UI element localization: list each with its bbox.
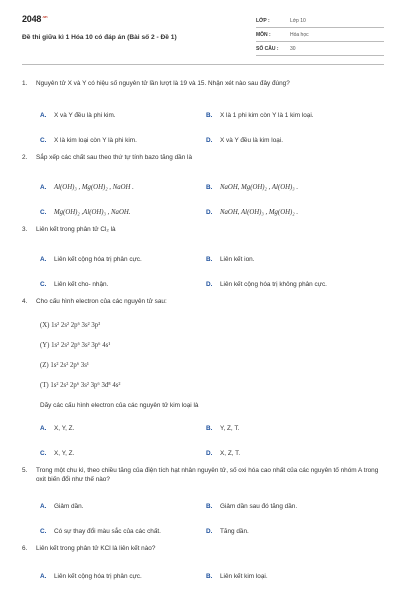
option-text: Al(OH)₃ , Mg(OH)₂ , NaOH .	[54, 184, 134, 191]
option-text: Tăng dần.	[220, 528, 249, 535]
option-letter: A.	[40, 573, 47, 580]
question-number: 5.	[22, 467, 28, 474]
meta-row-subject	[256, 28, 384, 42]
meta-label: LỚP :	[256, 17, 270, 24]
meta-label: SỐ CÂU :	[256, 45, 279, 52]
meta-value: Lớp 10	[290, 17, 306, 24]
option-a[interactable]	[40, 416, 206, 441]
option-letter: D.	[206, 137, 213, 144]
question-5	[22, 466, 384, 544]
answer-options	[40, 175, 384, 225]
logo-suffix: .vn	[42, 14, 48, 19]
option-text: NaOH, Al(OH)₃ , Mg(OH)₂ .	[220, 209, 299, 216]
option-c[interactable]	[40, 519, 206, 544]
option-a[interactable]	[40, 247, 206, 272]
option-letter: C.	[40, 450, 47, 457]
option-letter: A.	[40, 112, 47, 119]
question-text: Liên kết trong phân tử Cl₂ là	[36, 226, 116, 233]
option-text: Mg(OH)₂ ,Al(OH)₃ , NaOH.	[54, 209, 131, 216]
option-b[interactable]	[206, 247, 386, 272]
meta-row-class	[256, 14, 384, 28]
option-d[interactable]	[206, 200, 386, 225]
option-letter: A.	[40, 256, 47, 263]
option-letter: C.	[40, 209, 47, 216]
electron-config-t	[40, 375, 384, 395]
option-text: X, Z, T.	[220, 450, 241, 457]
option-letter: A.	[40, 425, 47, 432]
exam-meta-table	[256, 14, 384, 56]
question-4	[22, 297, 384, 466]
option-b[interactable]	[206, 416, 386, 441]
question-text: Liên kết trong phân tử KCl là liên kết nào?	[36, 545, 156, 552]
electron-config-z	[40, 355, 384, 375]
option-letter: B.	[206, 425, 213, 432]
option-text: X là kim loại còn Y là phi kim.	[54, 137, 137, 144]
option-letter: C.	[40, 281, 47, 288]
option-letter: A.	[40, 184, 47, 191]
question-text: Trong một chu kì, theo chiều tăng của điện tích hạt nhân nguyên tử, số oxi hóa cao nhất của các nguyên tố nhóm A trong oxit biến đổi như thế nào?	[36, 467, 379, 483]
exam-title: Đề thi giữa kì 1 Hóa 10 có đáp án (Bài số 2 - Đề 1)	[22, 34, 177, 41]
option-a[interactable]	[40, 494, 206, 519]
answer-options	[40, 494, 384, 544]
option-text: X là 1 phi kim còn Y là 1 kim loại.	[220, 112, 314, 119]
option-b[interactable]	[206, 564, 386, 589]
option-letter: C.	[40, 137, 47, 144]
question-number: 4.	[22, 298, 28, 305]
config-text: (X) 1s² 2s² 2p⁶ 3s² 3p³	[40, 321, 101, 329]
site-logo[interactable]	[22, 14, 47, 24]
option-letter: D.	[206, 281, 213, 288]
option-letter: B.	[206, 256, 213, 263]
option-text: Có sự thay đổi màu sắc của các chất.	[54, 528, 161, 535]
question-text: Sắp xếp các chất sau theo thứ tự tính bazo tăng dần là	[36, 154, 192, 161]
answer-options	[40, 416, 384, 466]
answer-options	[40, 247, 384, 297]
option-letter: B.	[206, 503, 213, 510]
question-3	[22, 225, 384, 297]
electron-config-x	[40, 315, 384, 335]
question-number: 6.	[22, 545, 28, 552]
question-number: 3.	[22, 226, 28, 233]
electron-config-y	[40, 335, 384, 355]
option-text: Liên kết cộng hóa trị phân cực.	[54, 573, 142, 580]
config-text: (T) 1s² 2s² 2p⁶ 3s² 3p⁶ 3d⁸ 4s²	[40, 381, 121, 389]
logo-text: 2048	[22, 14, 42, 24]
option-c[interactable]	[40, 200, 206, 225]
question-list	[22, 79, 384, 589]
option-letter: A.	[40, 503, 47, 510]
header-divider	[22, 64, 384, 65]
option-text: X, Y, Z.	[54, 425, 75, 432]
option-text: Y, Z, T.	[220, 425, 240, 432]
config-text: (Z) 1s² 2s² 2p⁶ 3s¹	[40, 361, 89, 369]
option-text: Liên kết cho- nhận.	[54, 281, 109, 288]
option-c[interactable]	[40, 272, 206, 297]
question-text: Nguyên tử X và Y có hiệu số nguyên tử lần lượt là 19 và 15. Nhận xét nào sau đây đúng?	[36, 80, 290, 87]
option-letter: D.	[206, 528, 213, 535]
option-text: Liên kết cộng hóa trị phân cực.	[54, 256, 142, 263]
option-letter: B.	[206, 184, 213, 191]
question-1	[22, 79, 384, 153]
option-a[interactable]	[40, 564, 206, 589]
option-text: Giảm dần sau đó tăng dần.	[220, 503, 298, 510]
option-text: X và Y đều là kim loại.	[220, 137, 283, 144]
answer-options	[40, 564, 384, 589]
option-text: Liên kết ion.	[220, 256, 255, 263]
question-number: 1.	[22, 80, 28, 87]
option-text: X, Y, Z.	[54, 450, 75, 457]
answer-options	[40, 103, 384, 153]
option-a[interactable]	[40, 175, 206, 200]
option-letter: D.	[206, 450, 213, 457]
option-d[interactable]	[206, 519, 386, 544]
question-text: Cho cấu hình electron của các nguyên tử sau:	[36, 298, 167, 305]
option-text: X và Y đều là phi kim.	[54, 112, 116, 119]
config-text: (Y) 1s² 2s² 2p⁶ 3s² 3p⁶ 4s¹	[40, 341, 111, 349]
option-letter: B.	[206, 573, 213, 580]
option-text: Liên kết kim loại.	[220, 573, 268, 580]
meta-value: 30	[290, 45, 296, 52]
meta-label: MÔN :	[256, 31, 271, 38]
option-letter: B.	[206, 112, 213, 119]
option-d[interactable]	[206, 128, 386, 153]
option-c[interactable]	[40, 128, 206, 153]
question-2	[22, 153, 384, 225]
option-c[interactable]	[40, 441, 206, 466]
option-b[interactable]	[206, 175, 386, 200]
question-6	[22, 544, 384, 589]
option-text: Giảm dần.	[54, 503, 84, 510]
question-prompt: Dãy các cấu hình electron của các nguyên tử kim loại là	[40, 402, 199, 409]
question-number: 2.	[22, 154, 28, 161]
option-text: NaOH, Mg(OH)₂ , Al(OH)₃ .	[220, 184, 299, 191]
option-b[interactable]	[206, 494, 386, 519]
option-letter: C.	[40, 528, 47, 535]
option-a[interactable]	[40, 103, 206, 128]
meta-row-count	[256, 42, 384, 56]
option-b[interactable]	[206, 103, 386, 128]
option-d[interactable]	[206, 272, 386, 297]
option-text: Liên kết cộng hóa trị không phân cực.	[220, 281, 327, 288]
option-d[interactable]	[206, 441, 386, 466]
document-header	[22, 14, 384, 60]
meta-value: Hóa học	[290, 31, 309, 38]
option-letter: D.	[206, 209, 213, 216]
